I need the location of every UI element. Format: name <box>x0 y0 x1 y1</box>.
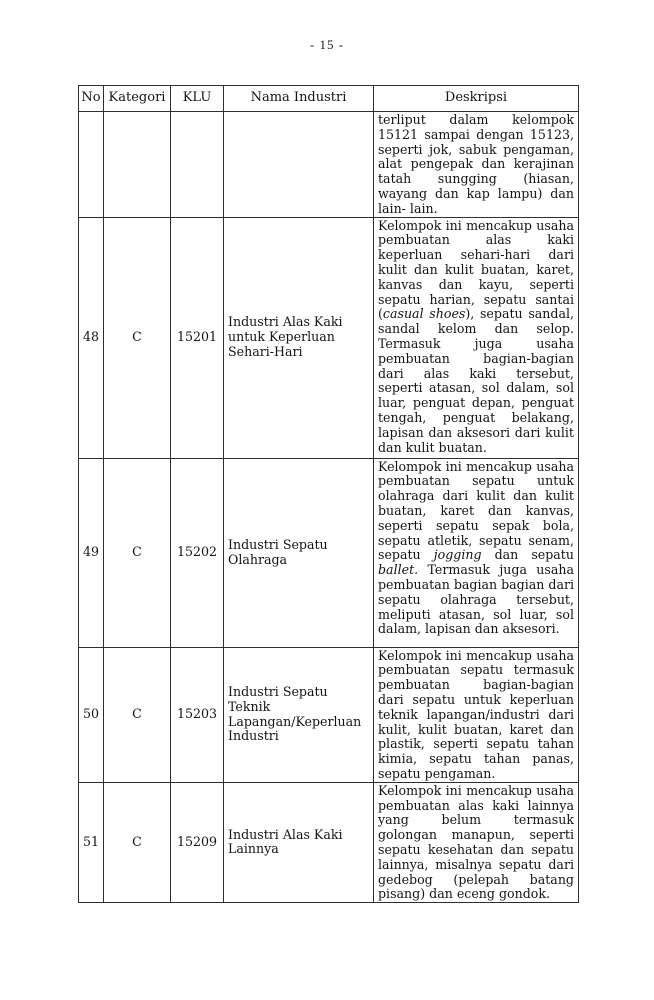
cell-nama-industri: Industri Sepatu Teknik Lapangan/Keperluan Industri <box>224 647 374 782</box>
col-header-nama-industri: Nama Industri <box>224 86 374 112</box>
table-row <box>79 458 579 647</box>
cell-deskripsi: Kelompok ini mencakup usaha pembuatan sepatu termasuk pembuatan bagian-bagian dari sepatu untuk keperluan teknik lapangan/industri dari kulit, kulit buatan, karet dan plastik, seperti sepatu tahan kimia, sepatu tahan panas, sepatu pengaman. <box>374 647 579 782</box>
cell-no <box>79 112 104 218</box>
table-row <box>79 647 579 782</box>
cell-klu: 15202 <box>171 458 224 647</box>
cell-no: 51 <box>79 782 104 902</box>
table-header-row <box>79 86 579 112</box>
col-header-no: No <box>79 86 104 112</box>
cell-no: 50 <box>79 647 104 782</box>
cell-no: 48 <box>79 217 104 458</box>
industry-classification-table <box>78 85 579 903</box>
cell-nama-industri <box>224 112 374 218</box>
cell-klu: 15203 <box>171 647 224 782</box>
cell-kategori: C <box>104 647 171 782</box>
cell-deskripsi: terliput dalam kelompok 15121 sampai dengan 15123, seperti jok, sabuk pengaman, alat pengepak dan kerajinan tatah sungging (hiasan, wayang dan kap lampu) dan lain- lain. <box>374 112 579 218</box>
cell-deskripsi: Kelompok ini mencakup usaha pembuatan sepatu untuk olahraga dari kulit dan kulit buatan, karet dan kanvas, seperti sepatu sepak bola, sepatu atletik, sepatu senam, sepatu jogging dan sepatu ballet. Termasuk juga usaha pembuatan bagian bagian dari sepatu olahraga tersebut, meliputi atasan, sol luar, sol dalam, lapisan dan aksesori. <box>374 458 579 647</box>
cell-no: 49 <box>79 458 104 647</box>
cell-klu <box>171 112 224 218</box>
table-row <box>79 112 579 218</box>
cell-kategori: C <box>104 217 171 458</box>
col-header-klu: KLU <box>171 86 224 112</box>
table-row <box>79 782 579 902</box>
cell-klu: 15209 <box>171 782 224 902</box>
cell-kategori: C <box>104 458 171 647</box>
cell-kategori: C <box>104 782 171 902</box>
cell-nama-industri: Industri Sepatu Olahraga <box>224 458 374 647</box>
col-header-deskripsi: Deskripsi <box>374 86 579 112</box>
col-header-kategori: Kategori <box>104 86 171 112</box>
cell-kategori <box>104 112 171 218</box>
cell-klu: 15201 <box>171 217 224 458</box>
table-row <box>79 217 579 458</box>
cell-deskripsi: Kelompok ini mencakup usaha pembuatan alas kaki keperluan sehari-hari dari kulit dan kulit buatan, karet, kanvas dan kayu, seperti sepatu harian, sepatu santai (casual shoes), sepatu sandal, sandal kelom dan selop. Termasuk juga usaha pembuatan bagian-bagian dari alas kaki tersebut, seperti atasan, sol dalam, sol luar, penguat depan, penguat tengah, penguat belakang, lapisan dan aksesori dari kulit dan kulit buatan. <box>374 217 579 458</box>
cell-nama-industri: Industri Alas Kaki untuk Keperluan Sehari-Hari <box>224 217 374 458</box>
cell-deskripsi: Kelompok ini mencakup usaha pembuatan alas kaki lainnya yang belum termasuk golongan manapun, seperti sepatu kesehatan dan sepatu lainnya, misalnya sepatu dari gedebog (pelepah batang pisang) dan eceng gondok. <box>374 782 579 902</box>
cell-nama-industri: Industri Alas Kaki Lainnya <box>224 782 374 902</box>
page-number: - 15 - <box>309 37 345 52</box>
